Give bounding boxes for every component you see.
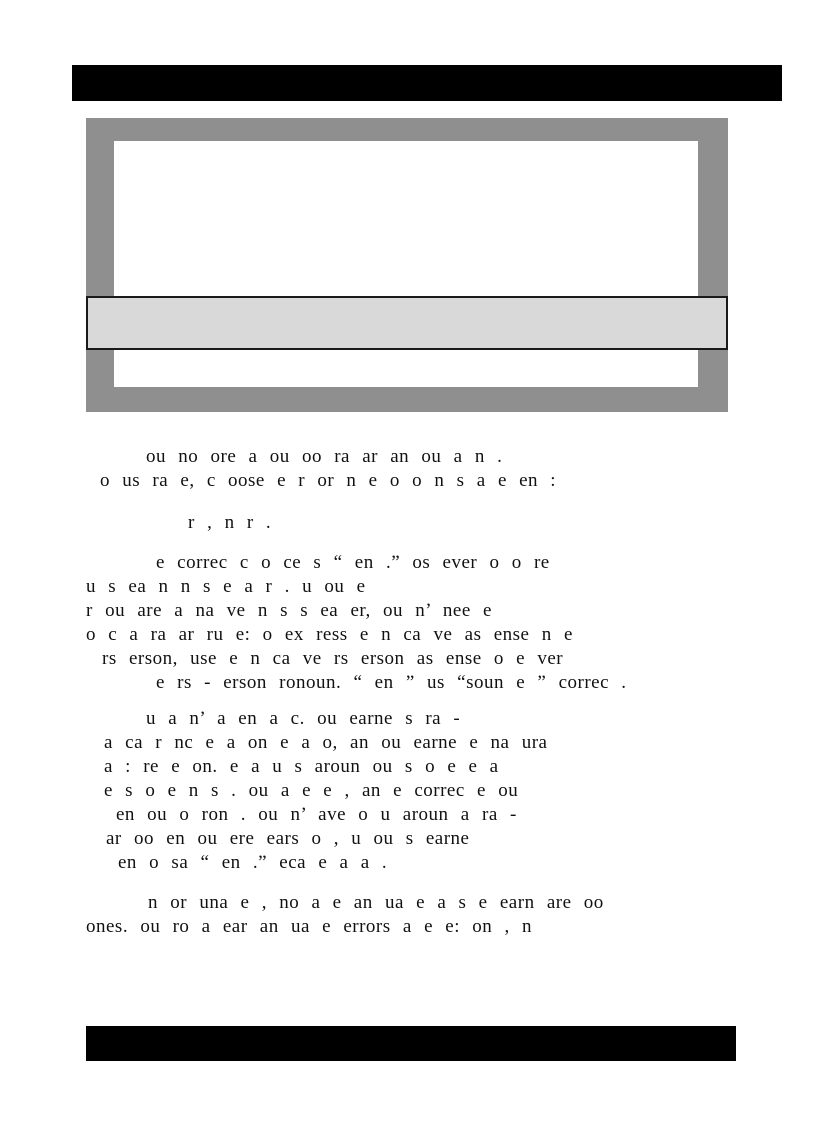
text-line: ou no ore a ou oo ra ar an ou a n . [146, 446, 503, 467]
page-footer-bar [86, 1026, 736, 1061]
text-line: r ou are a na ve n s s ea er, ou n’ nee e [86, 600, 492, 621]
text-line: en o sa “ en .” eca e a a . [118, 852, 388, 873]
text-line: ones. ou ro a ear an ua e errors a e e: on , n [86, 916, 532, 937]
figure-caption-band [86, 296, 728, 350]
page-header-bar [72, 65, 782, 101]
text-line: o us ra e, c oose e r or n e o o n s a e en : [100, 470, 557, 491]
text-line: n or una e , no a e an ua e a s e earn are oo [148, 892, 604, 913]
text-line: rs erson, use e n ca ve rs erson as ense o e ver [102, 648, 564, 669]
figure-panel [114, 141, 698, 387]
text-line: u a n’ a en a c. ou earne s ra - [146, 708, 461, 729]
text-line: a : re e on. e a u s aroun ou s o e e a [104, 756, 499, 777]
text-line: r , n r . [188, 512, 272, 533]
text-line: ar oo en ou ere ears o , u ou s earne [106, 828, 470, 849]
text-line: e correc c o ce s “ en .” os ever o o re [156, 552, 550, 573]
text-line: o c a ra ar ru e: o ex ress e n ca ve as ense n e [86, 624, 573, 645]
text-line: e s o e n s . ou a e e , an e correc e ou [104, 780, 519, 801]
text-line: e rs - erson ronoun. “ en ” us “soun e ” correc . [156, 672, 627, 693]
text-line: en ou o ron . ou n’ ave o u aroun a ra - [116, 804, 517, 825]
text-line: a ca r nc e a on e a o, an ou earne e na ura [104, 732, 548, 753]
text-line: u s ea n n s e a r . u ou e [86, 576, 366, 597]
